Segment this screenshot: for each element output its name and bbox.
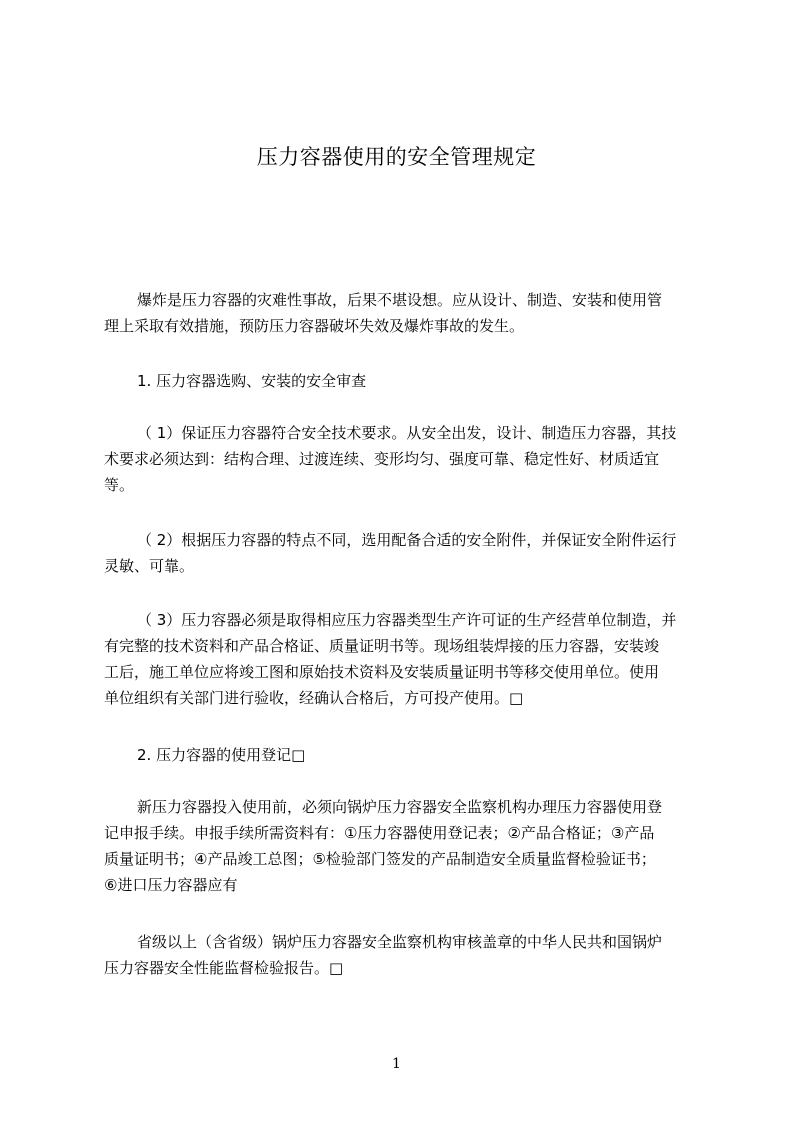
registration-paragraph: [104, 794, 714, 898]
item-3-line-1: （ 3）压力容器必须是取得相应压力容器类型生产许可证的生产经营单位制造，并: [137, 611, 677, 629]
section-2-heading-text: 2. 压力容器的使用登记□: [137, 746, 306, 764]
registration-line-4: ⑥进口压力容器应有: [104, 876, 238, 894]
item-3-line-3: 工后，施工单位应将竣工图和原始技术资料及安装质量证明书等移交使用单位。使用: [104, 663, 660, 681]
section-1-heading-text: 1. 压力容器选购、安装的安全审查: [137, 372, 367, 390]
intro-line-1: 爆炸是压力容器的灾难性事故，后果不堪设想。应从设计、制造、安装和使用管: [137, 291, 663, 309]
item-1-paragraph: [104, 420, 714, 498]
provincial-paragraph: [104, 929, 714, 981]
document-title: 压力容器使用的安全管理规定: [256, 145, 537, 169]
item-3-line-4: 单位组织有关部门进行验收，经确认合格后，方可投产使用。□: [104, 689, 524, 707]
section-1-heading: [104, 368, 714, 394]
registration-line-3: 质量证明书；④产品竣工总图；⑤检验部门签发的产品制造安全质量监督检验证书；: [104, 850, 656, 868]
item-1-line-2: 术要求必须达到：结构合理、过渡连续、变形均匀、强度可靠、稳定性好、材质适宜: [104, 450, 660, 468]
registration-line-1: 新压力容器投入使用前，必须向锅炉压力容器安全监察机构办理压力容器使用登: [137, 798, 663, 816]
item-2-line-2: 灵敏、可靠。: [104, 557, 195, 575]
page-number: 1: [392, 1056, 401, 1072]
registration-line-2: 记申报手续。申报手续所需资料有：①压力容器使用登记表；②产品合格证；③产品: [104, 824, 655, 842]
section-2-heading: [104, 742, 714, 768]
intro-paragraph: [104, 287, 714, 339]
provincial-line-1: 省级以上（含省级）锅炉压力容器安全监察机构审核盖章的中华人民共和国锅炉: [137, 933, 663, 951]
item-1-line-1: （ 1）保证压力容器符合安全技术要求。从安全出发，设计、制造压力容器，其技: [137, 424, 677, 442]
intro-line-2: 理上采取有效措施，预防压力容器破坏失效及爆炸事故的发生。: [104, 317, 525, 335]
item-3-line-2: 有完整的技术资料和产品合格证、质量证明书等。现场组装焊接的压力容器，安装竣: [104, 637, 660, 655]
item-3-paragraph: [104, 607, 714, 711]
item-1-line-3: 等。: [104, 476, 135, 494]
item-2-line-1: （ 2）根据压力容器的特点不同，选用配备合适的安全附件，并保证安全附件运行: [137, 531, 677, 549]
item-2-paragraph: [104, 527, 714, 579]
provincial-line-2: 压力容器安全性能监督检验报告。□: [104, 959, 344, 977]
